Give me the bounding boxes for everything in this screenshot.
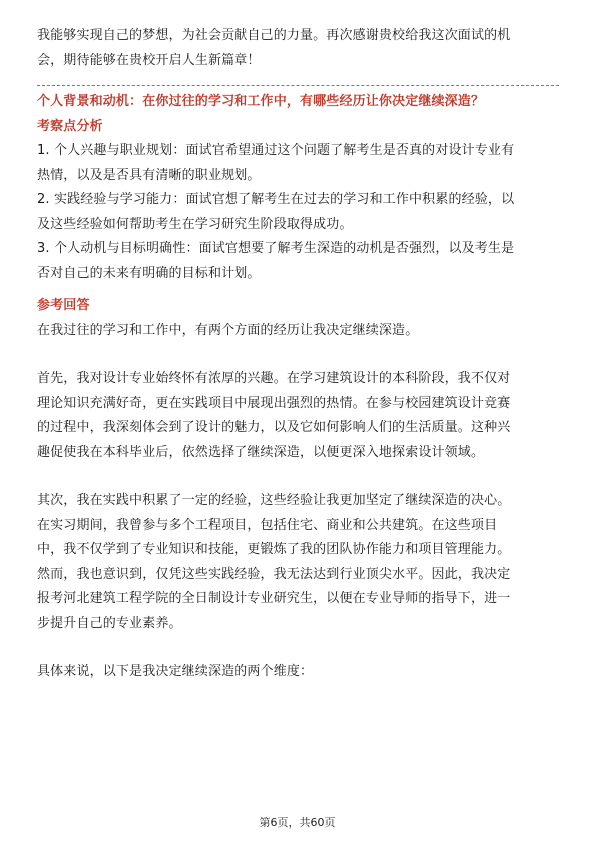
page-content — [37, 24, 559, 685]
dimensions-intro: 具体来说，以下是我决定继续深造的两个维度： — [37, 664, 314, 679]
answer-paragraph-2-line: 中，我不仅学到了专业知识和技能，更锻炼了我的团队协作能力和项目管理能力。 — [37, 542, 511, 557]
paragraph-gap — [37, 465, 559, 489]
analysis-line: 热情，以及是否具有清晰的职业规划。 — [37, 167, 261, 183]
answer-intro: 在我过往的学习和工作中，有两个方面的经历让我决定继续深造。 — [37, 322, 419, 338]
paragraph-gap — [37, 636, 559, 660]
analysis-line: 1. 个人兴趣与职业规划：面试官希望通过这个问题了解考生是否真的对设计专业有 — [37, 143, 515, 158]
answer-paragraph-2-line: 步提升自己的专业素养。 — [37, 615, 182, 631]
answer-paragraph-1-line: 趣促使我在本科毕业后，依然选择了继续深造，以便更深入地探索设计领域。 — [37, 444, 485, 460]
analysis-line: 否对自己的未来有明确的目标和计划。 — [37, 265, 261, 281]
answer-paragraph-1-line: 理论知识充满好奇，更在实践项目中展现出强烈的热情。在参与校园建筑设计竞赛 — [37, 395, 511, 411]
answer-paragraph-2-line: 报考河北建筑工程学院的全日制设计专业研究生，以便在专业导师的指导下，进一 — [37, 591, 511, 606]
answer-heading: 参考回答 — [37, 298, 90, 313]
answer-paragraph-1-line: 首先，我对设计专业始终怀有浓厚的兴趣。在学习建筑设计的本科阶段，我不仅对 — [37, 371, 511, 386]
page-number: 第6页，共60页 — [259, 816, 336, 829]
analysis-line: 2. 实践经验与学习能力：面试官想了解考生在过去的学习和工作中积累的经验，以 — [37, 192, 515, 207]
answer-paragraph-2-line: 在实习期间，我曾参与多个工程项目，包括住宅、商业和公共建筑。在这些项目 — [37, 517, 498, 533]
paragraph-gap — [37, 343, 559, 367]
closing-line-1: 我能够实现自己的梦想，为社会贡献自己的力量。再次感谢贵校给我这次面试的机 — [37, 28, 511, 43]
analysis-line: 及这些经验如何帮助考生在学习研究生阶段取得成功。 — [37, 216, 353, 232]
section-divider — [37, 85, 559, 86]
question-title: 个人背景和动机：在你过往的学习和工作中，有哪些经历让你决定继续深造？ — [37, 94, 485, 109]
answer-paragraph-2-line: 其次，我在实践中积累了一定的经验，这些经验让我更加坚定了继续深造的决心。 — [37, 493, 511, 508]
analysis-heading: 考察点分析 — [37, 118, 103, 134]
closing-line-2: 会，期待能够在贵校开启人生新篇章！ — [37, 52, 261, 68]
answer-paragraph-2-line: 然而，我也意识到，仅凭这些实践经验，我无法达到行业顶尖水平。因此，我决定 — [37, 566, 511, 582]
analysis-line: 3. 个人动机与目标明确性：面试官想要了解考生深造的动机是否强烈，以及考生是 — [37, 241, 515, 256]
answer-paragraph-1-line: 的过程中，我深刻体会到了设计的魅力，以及它如何影响人们的生活质量。这种兴 — [37, 420, 511, 435]
